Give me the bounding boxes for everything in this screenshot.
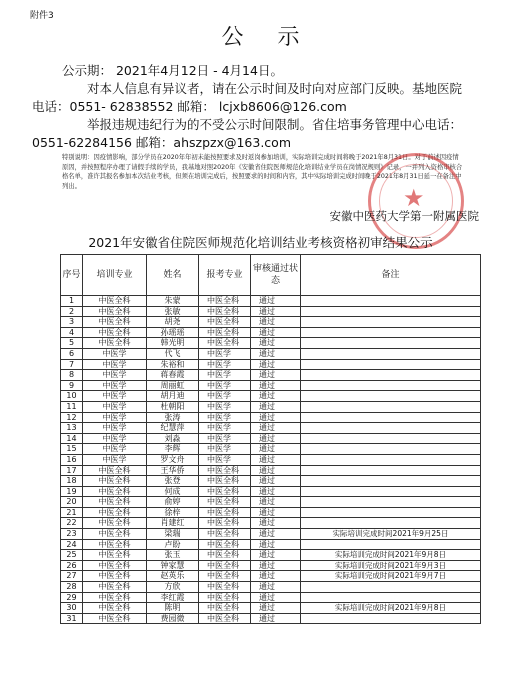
row-name: 方欣 <box>147 582 199 593</box>
row-note <box>301 391 481 402</box>
row-status: 通过 <box>251 592 301 603</box>
row-major: 中医全科 <box>83 539 147 550</box>
header-note: 备注 <box>301 255 481 296</box>
row-no: 18 <box>61 476 83 487</box>
row-note <box>301 497 481 508</box>
row-major: 中医全科 <box>83 486 147 497</box>
row-note <box>301 412 481 423</box>
row-exam-major: 中医全科 <box>199 338 251 349</box>
row-name: 刘淼 <box>147 433 199 444</box>
seal-star-icon: ★ <box>403 184 425 212</box>
row-note: 实际培训完成时间2021年9月25日 <box>301 529 481 540</box>
row-major: 中医学 <box>83 391 147 402</box>
row-note <box>301 465 481 476</box>
row-exam-major: 中医学 <box>199 391 251 402</box>
row-note <box>301 518 481 529</box>
row-no: 23 <box>61 529 83 540</box>
row-name: 费园微 <box>147 613 199 624</box>
row-status: 通过 <box>251 486 301 497</box>
row-name: 俞婷 <box>147 497 199 508</box>
row-major: 中医学 <box>83 433 147 444</box>
row-name: 赵英乐 <box>147 571 199 582</box>
table-row <box>61 327 481 338</box>
row-note: 实际培训完成时间2021年9月7日 <box>301 571 481 582</box>
table-row <box>61 592 481 603</box>
row-name: 周丽虹 <box>147 380 199 391</box>
row-exam-major: 中医全科 <box>199 529 251 540</box>
row-exam-major: 中医学 <box>199 412 251 423</box>
row-exam-major: 中医全科 <box>199 603 251 614</box>
row-note <box>301 433 481 444</box>
header-no: 序号 <box>61 255 83 296</box>
row-name: 孙瑶瑶 <box>147 327 199 338</box>
row-status: 通过 <box>251 497 301 508</box>
table-header-row <box>61 255 481 296</box>
row-note: 实际培训完成时间2021年9月8日 <box>301 603 481 614</box>
row-note <box>301 592 481 603</box>
row-status: 通过 <box>251 423 301 434</box>
row-status: 通过 <box>251 560 301 571</box>
row-note <box>301 296 481 307</box>
row-note <box>301 370 481 381</box>
table-row <box>61 401 481 412</box>
row-no: 15 <box>61 444 83 455</box>
row-status: 通过 <box>251 370 301 381</box>
table-row <box>61 497 481 508</box>
row-exam-major: 中医学 <box>199 348 251 359</box>
table-title: 2021年安徽省住院医师规范化培训结业考核资格初审结果公示 <box>88 235 433 250</box>
row-exam-major: 中医全科 <box>199 550 251 561</box>
row-exam-major: 中医全科 <box>199 317 251 328</box>
row-note <box>301 582 481 593</box>
header-status: 审核通过状态 <box>251 255 301 296</box>
row-name: 朱裕和 <box>147 359 199 370</box>
row-note <box>301 539 481 550</box>
row-major: 中医全科 <box>83 613 147 624</box>
row-no: 22 <box>61 518 83 529</box>
row-exam-major: 中医全科 <box>199 560 251 571</box>
row-no: 11 <box>61 401 83 412</box>
table-row <box>61 454 481 465</box>
row-major: 中医全科 <box>83 560 147 571</box>
table-row <box>61 603 481 614</box>
row-no: 30 <box>61 603 83 614</box>
row-major: 中医全科 <box>83 582 147 593</box>
row-no: 13 <box>61 423 83 434</box>
row-name: 杜朝阳 <box>147 401 199 412</box>
row-major: 中医全科 <box>83 550 147 561</box>
table-row <box>61 465 481 476</box>
table-row <box>61 582 481 593</box>
row-status: 通过 <box>251 444 301 455</box>
row-note <box>301 613 481 624</box>
row-major: 中医学 <box>83 348 147 359</box>
row-exam-major: 中医学 <box>199 359 251 370</box>
row-no: 27 <box>61 571 83 582</box>
row-exam-major: 中医学 <box>199 380 251 391</box>
row-exam-major: 中医学 <box>199 370 251 381</box>
row-note <box>301 348 481 359</box>
row-status: 通过 <box>251 571 301 582</box>
table-row <box>61 444 481 455</box>
row-exam-major: 中医全科 <box>199 571 251 582</box>
row-name: 罗文舟 <box>147 454 199 465</box>
table-row <box>61 317 481 328</box>
row-no: 26 <box>61 560 83 571</box>
row-exam-major: 中医学 <box>199 454 251 465</box>
row-note <box>301 507 481 518</box>
row-status: 通过 <box>251 348 301 359</box>
row-note <box>301 359 481 370</box>
row-major: 中医全科 <box>83 476 147 487</box>
row-no: 5 <box>61 338 83 349</box>
row-note <box>301 306 481 317</box>
row-status: 通过 <box>251 518 301 529</box>
row-no: 16 <box>61 454 83 465</box>
table-row <box>61 391 481 402</box>
row-no: 20 <box>61 497 83 508</box>
table-row <box>61 571 481 582</box>
row-no: 24 <box>61 539 83 550</box>
row-no: 1 <box>61 296 83 307</box>
row-major: 中医全科 <box>83 592 147 603</box>
row-exam-major: 中医全科 <box>199 296 251 307</box>
row-status: 通过 <box>251 359 301 370</box>
announcement-contact: 0551-62284156 邮箱：ahszpzx@163.com <box>32 135 291 150</box>
announcement-period: 公示期： 2021年4月12日 - 4月14日。 <box>62 63 283 78</box>
row-major: 中医全科 <box>83 296 147 307</box>
hospital-name: 安徽中医药大学第一附属医院 <box>329 209 479 223</box>
row-status: 通过 <box>251 338 301 349</box>
row-exam-major: 中医学 <box>199 423 251 434</box>
row-major: 中医学 <box>83 359 147 370</box>
row-no: 25 <box>61 550 83 561</box>
table-row <box>61 359 481 370</box>
table-row <box>61 613 481 624</box>
header-name: 姓名 <box>147 255 199 296</box>
row-no: 29 <box>61 592 83 603</box>
row-exam-major: 中医全科 <box>199 465 251 476</box>
row-major: 中医全科 <box>83 529 147 540</box>
row-major: 中医学 <box>83 401 147 412</box>
row-name: 卢盼 <box>147 539 199 550</box>
announcement-contact: 电话：0551- 62838552 邮箱： lcjxb8606@126.com <box>32 99 347 114</box>
table-row <box>61 560 481 571</box>
row-note: 实际培训完成时间2021年9月8日 <box>301 550 481 561</box>
row-status: 通过 <box>251 306 301 317</box>
row-major: 中医全科 <box>83 507 147 518</box>
row-status: 通过 <box>251 391 301 402</box>
row-exam-major: 中医全科 <box>199 518 251 529</box>
row-major: 中医学 <box>83 370 147 381</box>
attachment-label: 附件3 <box>30 11 54 21</box>
row-name: 张涛 <box>147 412 199 423</box>
row-status: 通过 <box>251 539 301 550</box>
row-no: 17 <box>61 465 83 476</box>
row-major: 中医全科 <box>83 338 147 349</box>
row-exam-major: 中医学 <box>199 401 251 412</box>
row-note <box>301 454 481 465</box>
table-row <box>61 306 481 317</box>
row-status: 通过 <box>251 465 301 476</box>
row-no: 28 <box>61 582 83 593</box>
row-exam-major: 中医全科 <box>199 613 251 624</box>
row-note <box>301 486 481 497</box>
row-major: 中医学 <box>83 412 147 423</box>
row-status: 通过 <box>251 550 301 561</box>
row-major: 中医全科 <box>83 571 147 582</box>
header-major: 培训专业 <box>83 255 147 296</box>
row-name: 张登 <box>147 476 199 487</box>
row-no: 21 <box>61 507 83 518</box>
row-no: 31 <box>61 613 83 624</box>
row-status: 通过 <box>251 327 301 338</box>
row-exam-major: 中医全科 <box>199 582 251 593</box>
row-note <box>301 401 481 412</box>
row-status: 通过 <box>251 433 301 444</box>
table-row <box>61 539 481 550</box>
table-row <box>61 433 481 444</box>
row-name: 李红霞 <box>147 592 199 603</box>
row-no: 3 <box>61 317 83 328</box>
row-no: 7 <box>61 359 83 370</box>
row-exam-major: 中医全科 <box>199 539 251 550</box>
row-status: 通过 <box>251 296 301 307</box>
row-status: 通过 <box>251 412 301 423</box>
table-row <box>61 412 481 423</box>
row-name: 蒋春霞 <box>147 370 199 381</box>
row-status: 通过 <box>251 582 301 593</box>
row-status: 通过 <box>251 401 301 412</box>
row-name: 张玉 <box>147 550 199 561</box>
table-row <box>61 486 481 497</box>
row-name: 钟家慧 <box>147 560 199 571</box>
announcement <box>32 62 482 152</box>
row-no: 19 <box>61 486 83 497</box>
table-row <box>61 476 481 487</box>
row-exam-major: 中医全科 <box>199 306 251 317</box>
announcement-line: 对本人信息有异议者，请在公示时间及时向对应部门反映。基地医院 <box>87 81 463 96</box>
row-exam-major: 中医全科 <box>199 327 251 338</box>
row-major: 中医全科 <box>83 603 147 614</box>
row-no: 4 <box>61 327 83 338</box>
row-note <box>301 327 481 338</box>
row-no: 14 <box>61 433 83 444</box>
row-status: 通过 <box>251 603 301 614</box>
row-note <box>301 476 481 487</box>
row-note <box>301 317 481 328</box>
row-name: 陈明 <box>147 603 199 614</box>
page-title: 公示 <box>221 25 334 50</box>
special-remark: 特别说明：因疫情影响，部分学员在2020年年初未能按照要求及时返岗参加培训，实际培训完成时间将晚于2021年8月31日。对于前述因疫情原因，并按照程序办理了请假手续的学员，我基地对照2020年《安徽省住院医师规范化培训结业学员在岗情况规则》记录，一并列入资格审核合格名单，准许其报名参加本次结业考核，但须在培训完成后，按照要求的时间和内容，其中实际培训完成时间晚于2021年8月31日延一在备注中列出。 <box>62 154 463 190</box>
row-name: 胡月迪 <box>147 391 199 402</box>
results-table <box>60 254 481 624</box>
table-row <box>61 507 481 518</box>
row-status: 通过 <box>251 317 301 328</box>
row-major: 中医学 <box>83 454 147 465</box>
table-row <box>61 380 481 391</box>
row-major: 中医全科 <box>83 327 147 338</box>
row-status: 通过 <box>251 380 301 391</box>
row-name: 肖建红 <box>147 518 199 529</box>
table-row <box>61 423 481 434</box>
row-name: 代飞 <box>147 348 199 359</box>
row-no: 8 <box>61 370 83 381</box>
row-major: 中医学 <box>83 423 147 434</box>
row-exam-major: 中医全科 <box>199 486 251 497</box>
row-major: 中医全科 <box>83 317 147 328</box>
row-no: 6 <box>61 348 83 359</box>
table-row <box>61 338 481 349</box>
row-major: 中医全科 <box>83 465 147 476</box>
header-exam-major: 报考专业 <box>199 255 251 296</box>
row-note <box>301 380 481 391</box>
row-major: 中医全科 <box>83 306 147 317</box>
row-major: 中医学 <box>83 444 147 455</box>
row-major: 中医学 <box>83 380 147 391</box>
row-no: 10 <box>61 391 83 402</box>
table-row <box>61 518 481 529</box>
row-name: 朱蒙 <box>147 296 199 307</box>
row-name: 王华侨 <box>147 465 199 476</box>
row-note <box>301 423 481 434</box>
row-name: 纪慧萍 <box>147 423 199 434</box>
row-note <box>301 444 481 455</box>
row-status: 通过 <box>251 454 301 465</box>
row-name: 梁瑞 <box>147 529 199 540</box>
row-name: 徐梓 <box>147 507 199 518</box>
row-exam-major: 中医全科 <box>199 476 251 487</box>
row-exam-major: 中医全科 <box>199 497 251 508</box>
row-name: 何成 <box>147 486 199 497</box>
row-major: 中医全科 <box>83 497 147 508</box>
row-no: 2 <box>61 306 83 317</box>
row-exam-major: 中医全科 <box>199 592 251 603</box>
row-status: 通过 <box>251 476 301 487</box>
row-no: 9 <box>61 380 83 391</box>
row-name: 胡尧 <box>147 317 199 328</box>
row-name: 李辉 <box>147 444 199 455</box>
row-exam-major: 中医学 <box>199 444 251 455</box>
row-exam-major: 中医学 <box>199 433 251 444</box>
row-exam-major: 中医全科 <box>199 507 251 518</box>
row-name: 张敏 <box>147 306 199 317</box>
table-row <box>61 370 481 381</box>
row-note: 实际培训完成时间2021年9月3日 <box>301 560 481 571</box>
table-row <box>61 348 481 359</box>
row-note <box>301 338 481 349</box>
announcement-line: 举报违规违纪行为的不受公示时间限制。省住培事务管理中心电话： <box>87 117 463 132</box>
table-row <box>61 529 481 540</box>
row-status: 通过 <box>251 529 301 540</box>
table-row <box>61 296 481 307</box>
table-row <box>61 550 481 561</box>
row-no: 12 <box>61 412 83 423</box>
row-major: 中医全科 <box>83 518 147 529</box>
row-name: 韩光明 <box>147 338 199 349</box>
row-status: 通过 <box>251 507 301 518</box>
row-status: 通过 <box>251 613 301 624</box>
